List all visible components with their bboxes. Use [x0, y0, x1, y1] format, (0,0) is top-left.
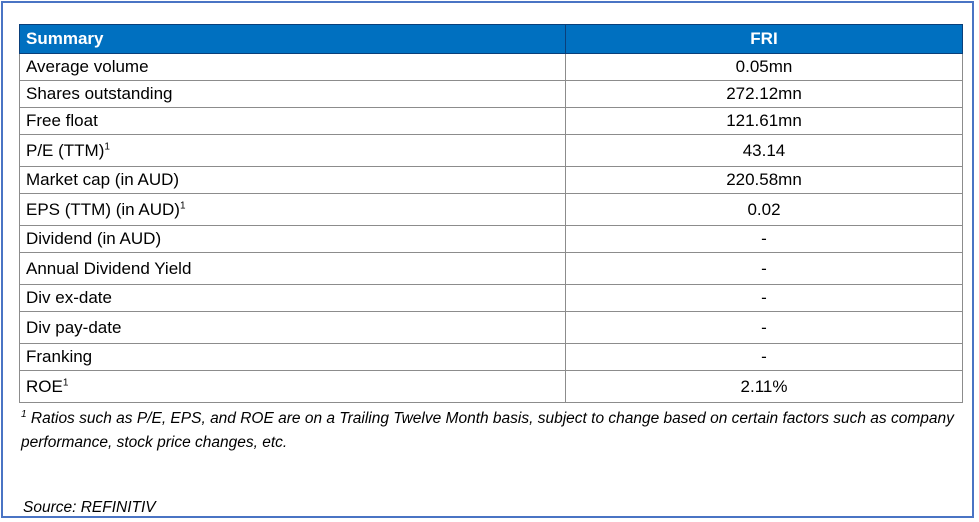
row-label: ROE$^1$: [20, 371, 566, 403]
table-row: [20, 167, 963, 194]
row-label: Franking: [20, 344, 566, 371]
summary-table: [19, 24, 963, 403]
row-value: -: [566, 344, 963, 371]
header-ticker: FRI: [566, 25, 963, 54]
footnote-marker: 1: [179, 200, 186, 212]
table-row: [20, 108, 963, 135]
row-label: Div pay-date: [20, 312, 566, 344]
table-row: [20, 226, 963, 253]
row-value: 272.12mn: [566, 81, 963, 108]
footnote-marker: 1: [21, 408, 27, 420]
row-value: 0.02: [566, 194, 963, 226]
footnote-text: Ratios such as P/E, EPS, and ROE are on a Trailing Twelve Month basis, subject to change based on certain factors such as company performance, stock price changes, etc.: [21, 410, 954, 451]
row-label: EPS (TTM) (in AUD)$^1$: [20, 194, 566, 226]
row-label: Div ex-date: [20, 285, 566, 312]
table-row: [20, 135, 963, 167]
header-summary: Summary: [20, 25, 566, 54]
row-label: Dividend (in AUD): [20, 226, 566, 253]
footnote-marker: 1: [104, 141, 110, 153]
table-row: [20, 312, 963, 344]
row-value: 220.58mn: [566, 167, 963, 194]
row-value: -: [566, 253, 963, 285]
table-row: [20, 253, 963, 285]
summary-panel: [1, 1, 974, 518]
table-row: [20, 371, 963, 403]
row-value: 0.05mn: [566, 54, 963, 81]
row-label: P/E (TTM)$^1$: [20, 135, 566, 167]
table-row: [20, 344, 963, 371]
source-note: Source: REFINITIV: [23, 499, 156, 516]
table-row: [20, 285, 963, 312]
row-label: Market cap (in AUD): [20, 167, 566, 194]
row-value: -: [566, 285, 963, 312]
table-row: [20, 54, 963, 81]
footnote: [21, 407, 961, 455]
row-value: 2.11%: [566, 371, 963, 403]
row-label: Shares outstanding: [20, 81, 566, 108]
footnote-marker: 1: [62, 377, 69, 389]
table-row: [20, 81, 963, 108]
row-label: Annual Dividend Yield: [20, 253, 566, 285]
table-row: [20, 194, 963, 226]
row-value: 121.61mn: [566, 108, 963, 135]
row-value: -: [566, 312, 963, 344]
row-label: Free float: [20, 108, 566, 135]
table-header-row: [20, 25, 963, 54]
row-value: -: [566, 226, 963, 253]
row-label: Average volume: [20, 54, 566, 81]
row-value: 43.14: [566, 135, 963, 167]
